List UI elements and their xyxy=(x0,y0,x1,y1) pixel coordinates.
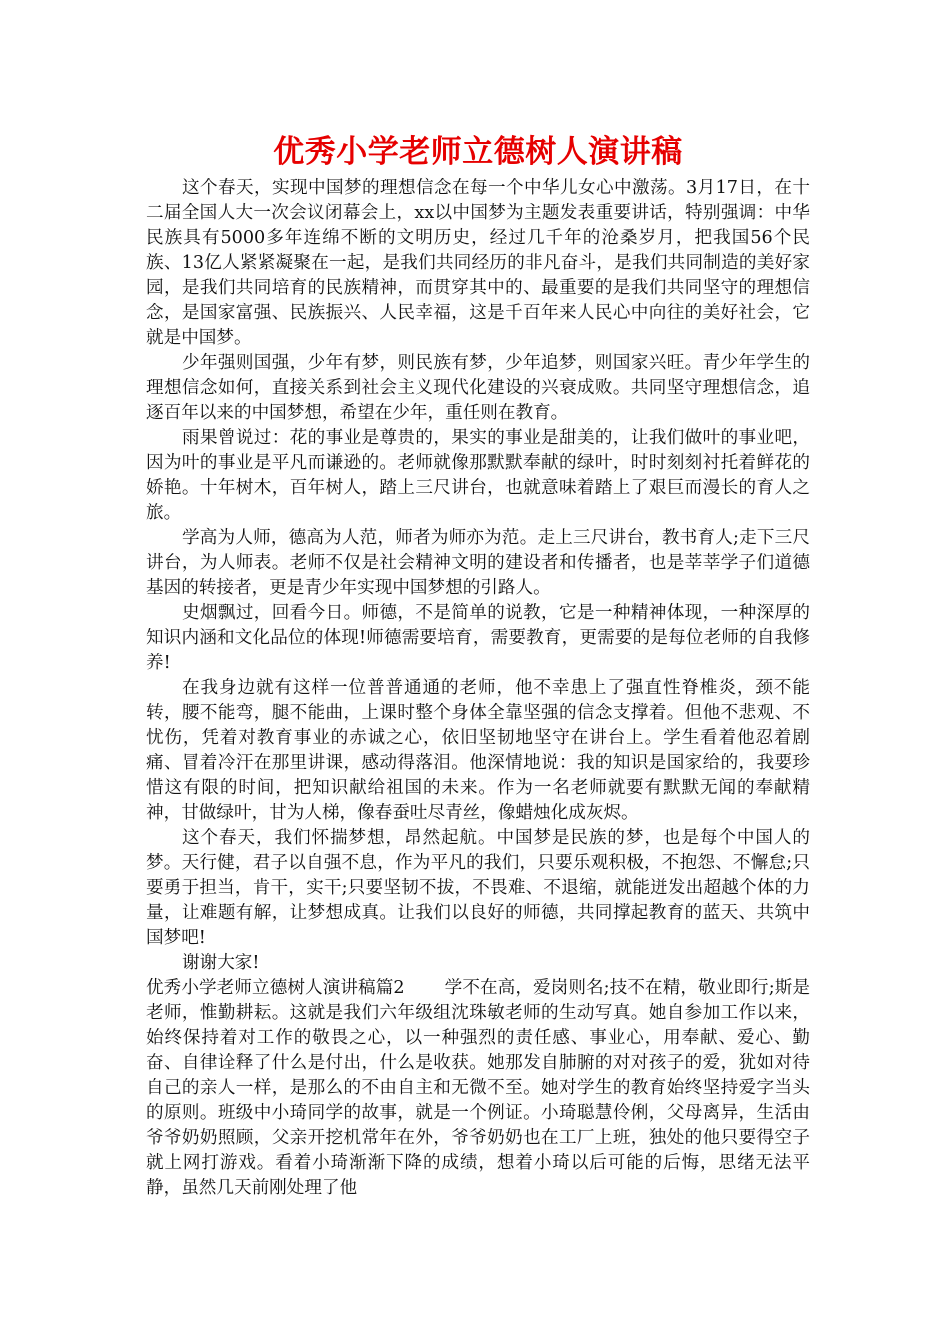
section-2-text: 学不在高，爱岗则名;技不在精，敬业即行;斯是老师，惟勤耕耘。这就是我们六年级组沈珠敏老师的生动写真。她自参加工作以来，始终保持着对工作的敬畏之心，以一种强烈的责任感、事业心，用奉献、爱心、勤奋、自律诠释了什么是付出，什么是收获。她那发自肺腑的对对孩子的爱，犹如对待自己的亲人一样，是那么的不由自主和无微不至。她对学生的教育始终坚持爱字当头的原则。班级中小琦同学的故事，就是一个例证。小琦聪慧伶俐，父母离异，生活由爷爷奶奶照顾，父亲开挖机常年在外，爷爷奶奶也在工厂上班，独处的他只要得空子就上网打游戏。看着小琦渐渐下降的成绩，想着小琦以后可能的后悔，思绪无法平静，虽然几天前刚处理了他 xyxy=(146,978,810,1198)
closing-thanks: 谢谢大家! xyxy=(182,953,260,973)
paragraph-1: 这个春天，实现中国梦的理想信念在每一个中华儿女心中激荡。3月17日，在十二届全国人大一次会议闭幕会上，xx以中国梦为主题发表重要讲话，特别强调：中华民族具有5000多年连绵不断的文明历史，经过几千年的沧桑岁月，把我国56个民族、13亿人紧紧凝聚在一起，是我们共同经历的非凡奋斗，是我们共同制造的美好家园，是我们共同培育的民族精神，而贯穿其中的、最重要的是我们共同坚守的理想信念，是国家富强、民族振兴、人民幸福，这是千百年来人民心中向往的美好社会，它就是中国梦。 xyxy=(146,178,810,348)
section-2 xyxy=(146,976,810,1201)
paragraph-5: 史烟飘过，回看今日。师德，不是简单的说教，它是一种精神体现，一种深厚的知识内涵和文化品位的体现!师德需要培育，需要教育，更需要的是每位老师的自我修养! xyxy=(146,603,810,673)
paragraph-7: 这个春天，我们怀揣梦想，昂然起航。中国梦是民族的梦，也是每个中国人的梦。天行健，君子以自强不息，作为平凡的我们，只要乐观积极，不抱怨、不懈怠;只要勇于担当，肯干，实干;只要坚韧不拔，不畏难、不退缩，就能迸发出超越个体的力量，让难题有解，让梦想成真。让我们以良好的师德，共同撑起教育的蓝天、共筑中国梦吧! xyxy=(146,828,810,948)
document-page xyxy=(146,128,810,1201)
section-2-heading: 优秀小学老师立德树人演讲稿篇2 xyxy=(146,978,405,998)
paragraph-4: 学高为人师，德高为人范，师者为师亦为范。走上三尺讲台，教书育人;走下三尺讲台，为人师表。老师不仅是社会精神文明的建设者和传播者，也是莘莘学子们道德基因的转接者，更是青少年实现中国梦想的引路人。 xyxy=(146,528,810,598)
paragraph-6: 在我身边就有这样一位普普通通的老师，他不幸患上了强直性脊椎炎，颈不能转，腰不能弯，腿不能曲，上课时整个身体全靠坚强的信念支撑着。但他不悲观、不忧伤，凭着对教育事业的赤诚之心，依旧坚韧地坚守在讲台上。学生看着他忍着剧痛、冒着冷汗在那里讲课，感动得落泪。他深情地说：我的知识是国家给的，我要珍惜这有限的时间，把知识献给祖国的未来。作为一名老师就要有默默无闻的奉献精神，甘做绿叶，甘为人梯，像春蚕吐尽青丝，像蜡烛化成灰烬。 xyxy=(146,678,810,823)
paragraph-3: 雨果曾说过：花的事业是尊贵的，果实的事业是甜美的，让我们做叶的事业吧，因为叶的事业是平凡而谦逊的。老师就像那默默奉献的绿叶，时时刻刻衬托着鲜花的娇艳。十年树木，百年树人，踏上三尺讲台，也就意味着踏上了艰巨而漫长的育人之旅。 xyxy=(146,428,810,523)
document-title: 优秀小学老师立德树人演讲稿 xyxy=(273,134,683,170)
document-body xyxy=(146,176,810,1201)
paragraph-2: 少年强则国强，少年有梦，则民族有梦，少年追梦，则国家兴旺。青少年学生的理想信念如何，直接关系到社会主义现代化建设的兴衰成败。共同坚守理想信念，追逐百年以来的中国梦想，希望在少年，重任则在教育。 xyxy=(146,353,810,423)
